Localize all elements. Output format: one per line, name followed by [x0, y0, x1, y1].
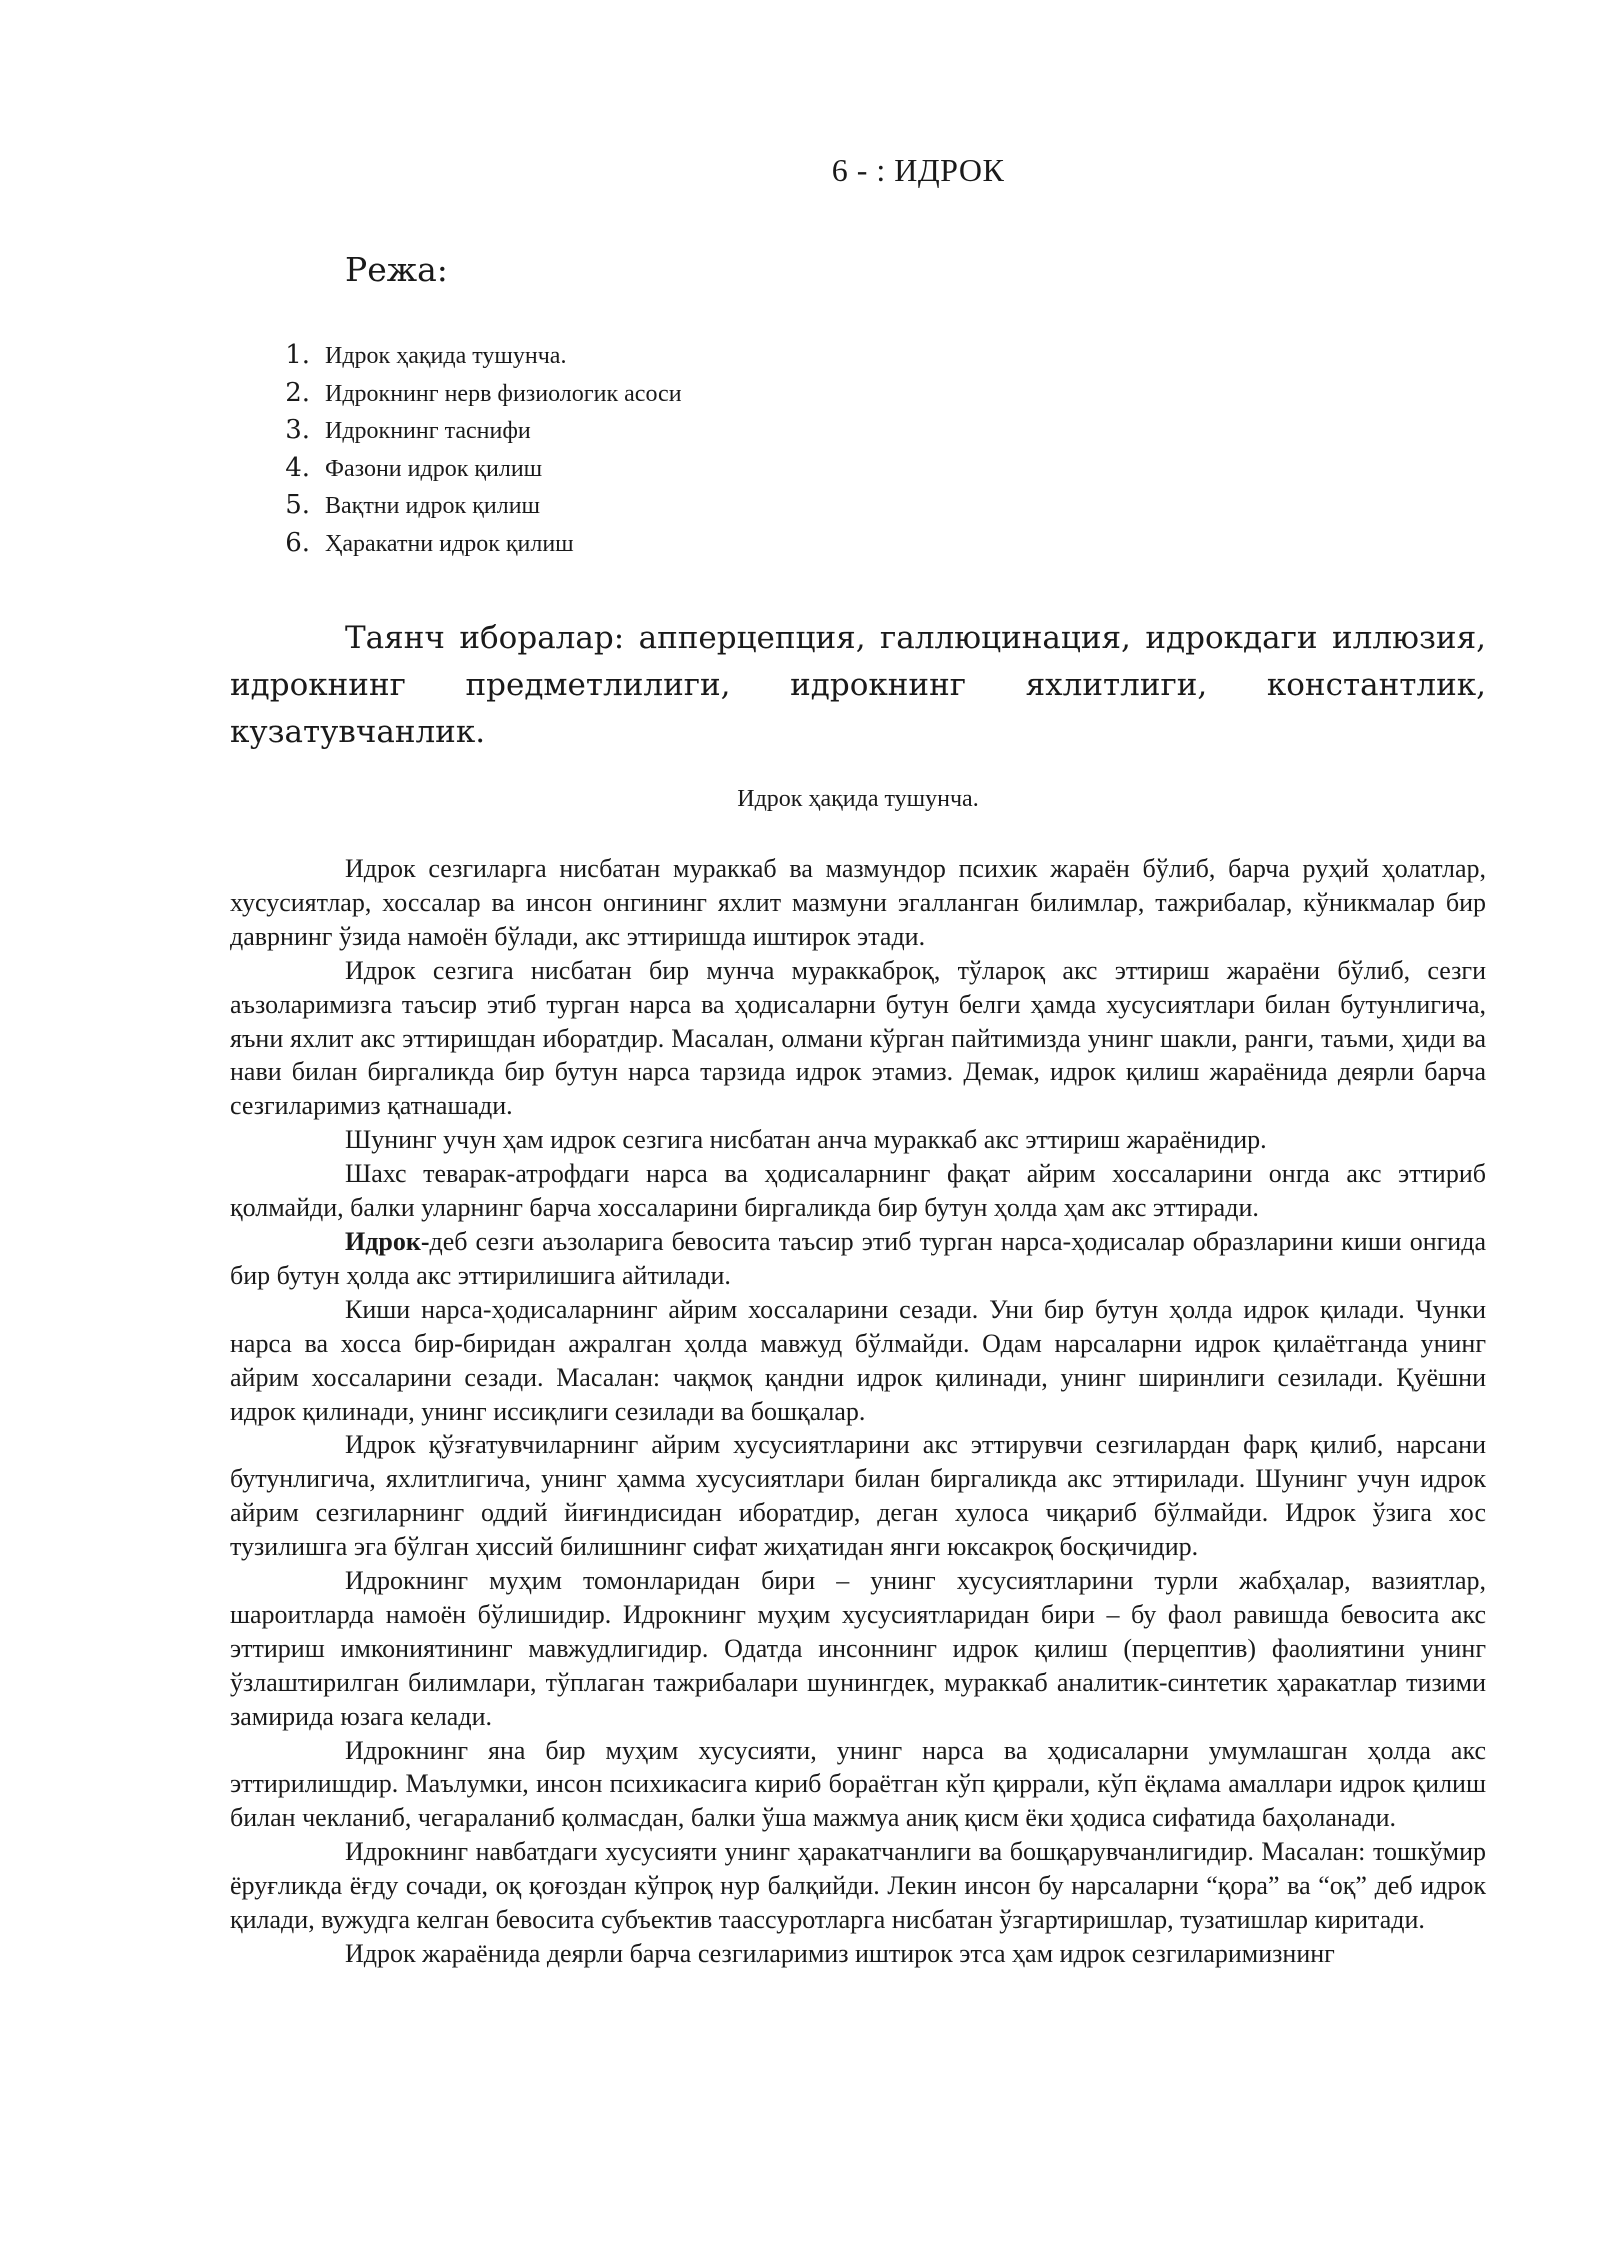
plan-item-text: Идрокнинг нерв физиологик асоси	[325, 380, 682, 407]
page-title: 6 - : ИДРОК	[831, 152, 1005, 188]
body-text	[230, 852, 1486, 1971]
paragraph: Идрок сезгиларга нисбатан мураккаб ва мазмундор психик жараён бўлиб, барча руҳий ҳолатлар, хусусиятлар, хоссалар ва инсон онгининг яхлит мазмуни эгалланган билимлар, тажрибалар, кўникмалар бир даврнинг ўзида намоён бўлади, акс эттиришда иштирок этади.	[230, 854, 1486, 951]
keywords-paragraph: Таянч иборалар: апперцепция, галлюцинация, идрокдаги иллюзия, идрокнинг предметлилиги, идрокнинг яхлитлиги, константлик, кузатувчанлик.	[230, 620, 1486, 750]
paragraph: Идрок жараёнида деярли барча сезгиларимиз иштирок этса ҳам идрок сезгиларимизнинг	[345, 1939, 1335, 1968]
plan-item	[270, 490, 682, 528]
plan-item-number: 4.	[285, 452, 310, 483]
plan-item-number: 1.	[285, 340, 310, 370]
plan-item	[270, 415, 682, 453]
plan-item-text: Фазони идрок қилиш	[325, 455, 543, 482]
plan-item	[270, 340, 682, 378]
paragraph: Идрок сезгига нисбатан бир мунча мураккаброқ, тўлароқ акс эттириш жараёни бўлиб, сезги аъзоларимизга таъсир этиб турган нарса ва ҳодисаларни бутун белги ҳамда хусусиятлари билан бутунлигича, яъни яхлит акс эттиришдан иборатдир. Масалан, олмани кўрган пайтимизда унинг шакли, ранги, таъми, ҳиди ва нави билан биргаликда бир бутун нарса тарзида идрок этамиз. Демак, идрок қилиш жараёнида деярли барча сезгиларимиз қатнашади.	[230, 955, 1486, 1121]
plan-item-text: Вақтни идрок қилиш	[325, 493, 541, 519]
plan-item	[270, 378, 682, 416]
plan-item-number: 3.	[285, 415, 310, 445]
plan-item-number: 5.	[285, 490, 310, 520]
paragraph: Идрокнинг навбатдаги хусусияти унинг ҳаракатчанлиги ва бошқарувчанлигидир. Масалан: тошкўмир ёруғликда ёғду сочади, оқ қоғоздан кўпроқ нур балқийди. Лекин инсон бу нарсаларни “қора” ва “оқ” деб идрок қилади, вужудга келган бевосита субъектив таассуротларга нисбатан ўзгартиришлар, тузатишлар киритади.	[230, 1837, 1486, 1935]
plan-item	[270, 453, 682, 491]
plan-list	[270, 340, 682, 565]
paragraph: Идрокнинг яна бир муҳим хусусияти, унинг нарса ва ҳодисаларни умумлашган ҳолда акс эттирилишдир. Маълумки, инсон психикасига кириб бораётган кўп қиррали, кўп ёқлама амаллари идрок қилиш билан чекланиб, чегараланиб қолмасдан, балки ўша мажмуа аниқ қисм ёки ҳодиса сифатида баҳоланади.	[230, 1735, 1486, 1833]
plan-heading: Режа:	[345, 250, 448, 289]
paragraph: Шунинг учун ҳам идрок сезгига нисбатан анча мураккаб акс эттириш жараёнидир.	[345, 1125, 1267, 1155]
plan-item-number: 2.	[285, 377, 310, 408]
paragraph-definition	[230, 1225, 1486, 1293]
definition-term: Идрок-	[345, 1226, 430, 1256]
definition-text: деб сезги аъзоларига бевосита таъсир этиб турган нарса-ҳодисалар образларини киши онгида бир бутун ҳолда акс эттирилишига айтилади.	[230, 1226, 1486, 1290]
paragraph: Идрокнинг муҳим томонларидан бири – унинг хусусиятларини турли жабҳалар, вазиятлар, шароитларда намоён бўлишидир. Идрокнинг муҳим хусусиятларидан бири – бу фаол равишда бевосита акс эттириш имкониятининг мавжудлигидир. Одатда инсоннинг идрок қилиш (перцептив) фаолиятини унинг ўзлаштирилган билимлари, тўплаган тажрибалари шунингдек, мураккаб аналитик-синтетик ҳаракатлар тизими замирида юзага келади.	[230, 1566, 1486, 1731]
paragraph: Идрок қўзғатувчиларнинг айрим хусусиятларини акс эттирувчи сезгилардан фарқ қилиб, нарсани бутунлигича, яхлитлигича, унинг ҳамма хусусиятлари билан биргаликда акс эттирилади. Шунинг учун идрок айрим сезгиларнинг оддий йиғиндисидан иборатдир, деган хулоса чиқариб бўлмайди. Идрок ўзига хос тузилишга эга бўлган ҳиссий билишнинг сифат жиҳатидан янги юксакроқ босқичидир.	[230, 1430, 1486, 1562]
plan-item-text: Идрокнинг таснифи	[325, 418, 531, 444]
section-heading: Идрок ҳақида тушунча.	[737, 786, 979, 812]
paragraph: Шахс теварак-атрофдаги нарса ва ҳодисаларнинг фақат айрим хоссаларини онгда акс эттириб қолмайди, балки уларнинг барча хоссаларини биргаликда бир бутун ҳолда ҳам акс эттиради.	[230, 1159, 1486, 1223]
plan-item	[270, 528, 682, 566]
paragraph: Киши нарса-ҳодисаларнинг айрим хоссаларини сезади. Уни бир бутун ҳолда идрок қилади. Чунки нарса ва хосса бир-биридан ажралган ҳолда мавжуд бўлмайди. Одам нарсаларни идрок қилаётганда унинг айрим хоссаларини сезади. Масалан: чақмоқ қандни идрок қилинади, унинг ширинлиги сезилади. Қуёшни идрок қилинади, унинг иссиқлиги сезилади ва бошқалар.	[230, 1294, 1486, 1426]
plan-item-number: 6.	[285, 527, 310, 558]
plan-item-text: Ҳаракатни идрок қилиш	[325, 530, 574, 557]
plan-item-text: Идрок ҳақида тушунча.	[325, 343, 567, 369]
